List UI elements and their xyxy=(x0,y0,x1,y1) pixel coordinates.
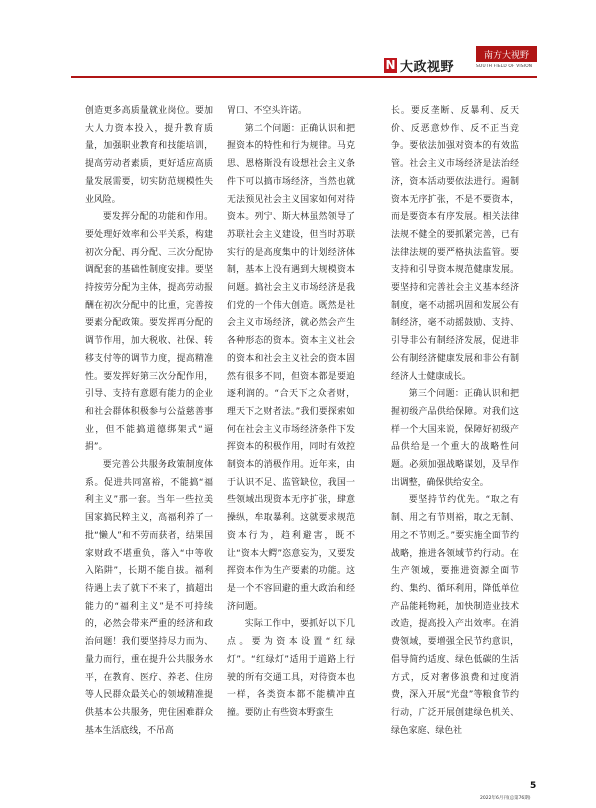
magazine-logo xyxy=(384,55,478,75)
paragraph: 第三个问题：正确认识和把握初级产品供给保障。对我们这样一个大国来说，保障好初级产品供给是一个重大的战略性问题。必须加强战略谋划，及早作出调整，确保供给安全。 xyxy=(391,389,519,488)
text-column-2 xyxy=(227,103,355,758)
brand-name-cn: 南方大视野 xyxy=(476,46,537,62)
paragraph: 创造更多高质量就业岗位。要加大人力资本投入，提升教育质量，加强职业教育和技能培训，提高劳动者素质，更好适应高质量发展需要，切实防范规模性失业风险。 xyxy=(85,106,213,205)
paragraph: 第二个问题：正确认识和把握资本的特性和行为规律。马克思、恩格斯没有设想社会主义条件下可以搞市场经济，当然也就无法预见社会主义国家如何对待资本。列宁、斯大林虽然领导了苏联社会主义建设，但当时苏联实行的是高度集中的计划经济体制，基本上没有遇到大规模资本问题。搞社会主义市场经济是我们党的一个伟大创造。既然是社会主义市场经济，就必然会产生各种形态的资本。资本主义社会的资本和社会主义社会的资本固然有很多不同，但资本都是要追逐利润的。“合天下之众者财，理天下之财者法。”我们要探索如何在社会主义市场经济条件下发挥资本的积极作用，同时有效控制资本的消极作用。近年来，由于认识不足、监管缺位，我国一些领域出现资本无序扩张，肆意操纵，牟取暴利。这就要求规范资本行为，趋利避害，既不让“资本大鳄”恣意妄为，又要发挥资本作为生产要素的功能。这是一个不容回避的重大政治和经济问题。 xyxy=(227,123,355,612)
brand-name-en: SOUTH FIELD OF VISION xyxy=(476,64,533,69)
paragraph: 长。要反垄断、反暴利、反天价、反恶意炒作、反不正当竞争。要依法加强对资本的有效监管。社会主义市场经济是法治经济，资本活动要依法进行。遏制资本无序扩张，不是不要资本，而是要资本有序发展。相关法律法规不健全的要抓紧完善，已有法律法规的要严格执法监管。要支持和引导资本规范健康发展。要坚持和完善社会主义基本经济制度，毫不动摇巩固和发展公有制经济，毫不动摇鼓励、支持、引导非公有制经济发展，促进非公有制经济健康发展和非公有制经济人士健康成长。 xyxy=(391,106,519,382)
header-divider xyxy=(71,76,537,78)
paragraph: 胃口、不空头许诺。 xyxy=(227,106,307,116)
text-column-1 xyxy=(85,103,213,758)
page-number: 5 xyxy=(530,781,537,791)
logo-n-icon: N xyxy=(385,58,396,72)
paragraph: 实际工作中，要抓好以下几点。要为资本设置“红绿灯”。“红绿灯”适用于道路上行驶的所有交通工具，对待资本也一样，各类资本都不能横冲直撞。要防止有些资本野蛮生 xyxy=(227,619,355,718)
paragraph: 要坚持节约优先。“取之有制、用之有节则裕，取之无制、用之不节则乏。”要实施全面节约战略，推进各领域节约行动。在生产领域，要推进资源全面节约、集约、循环利用，降低单位产品能耗物耗，加快制造业技术改造，提高投入产出效率。在消费领域，要增强全民节约意识，倡导简约适度、绿色低碳的生活方式，反对奢侈浪费和过度消费，深入开展“光盘”等粮食节约行动，广泛开展创建绿色机关、绿色家庭、绿色社 xyxy=(391,495,519,736)
section-title: 大政视野 xyxy=(400,59,455,75)
issue-info: 2022年6月刊(总第76期) xyxy=(480,796,531,801)
paragraph: 要发挥分配的功能和作用。要处理好效率和公平关系，构建初次分配、再分配、三次分配协调配套的基础性制度安排。要坚持按劳分配为主体，提高劳动报酬在初次分配中的比重，完善按要素分配政策。要发挥再分配的调节作用，加大税收、社保、转移支付等的调节力度，提高精准性。要发挥好第三次分配作用，引导、支持有意愿有能力的企业和社会群体积极参与公益慈善事业，但不能搞道德绑架式“逼捐”。 xyxy=(85,212,213,453)
paragraph: 要完善公共服务政策制度体系。促进共同富裕，不能搞“福利主义”那一套。当年一些拉美国家搞民粹主义，高福利养了一批“懒人”和不劳而获者，结果国家财政不堪重负，落入“中等收入陷阱”，长期不能自拔。福利待遇上去了就下不来了，搞超出能力的“福利主义”是不可持续的，必然会带来严重的经济和政治问题！我们要坚持尽力而为、量力而行，重在提升公共服务水平，在教育、医疗、养老、住房等人民群众最关心的领域精准提供基本公共服务，兜住困难群众基本生活底线，不吊高 xyxy=(85,460,213,736)
text-column-3 xyxy=(391,103,519,758)
